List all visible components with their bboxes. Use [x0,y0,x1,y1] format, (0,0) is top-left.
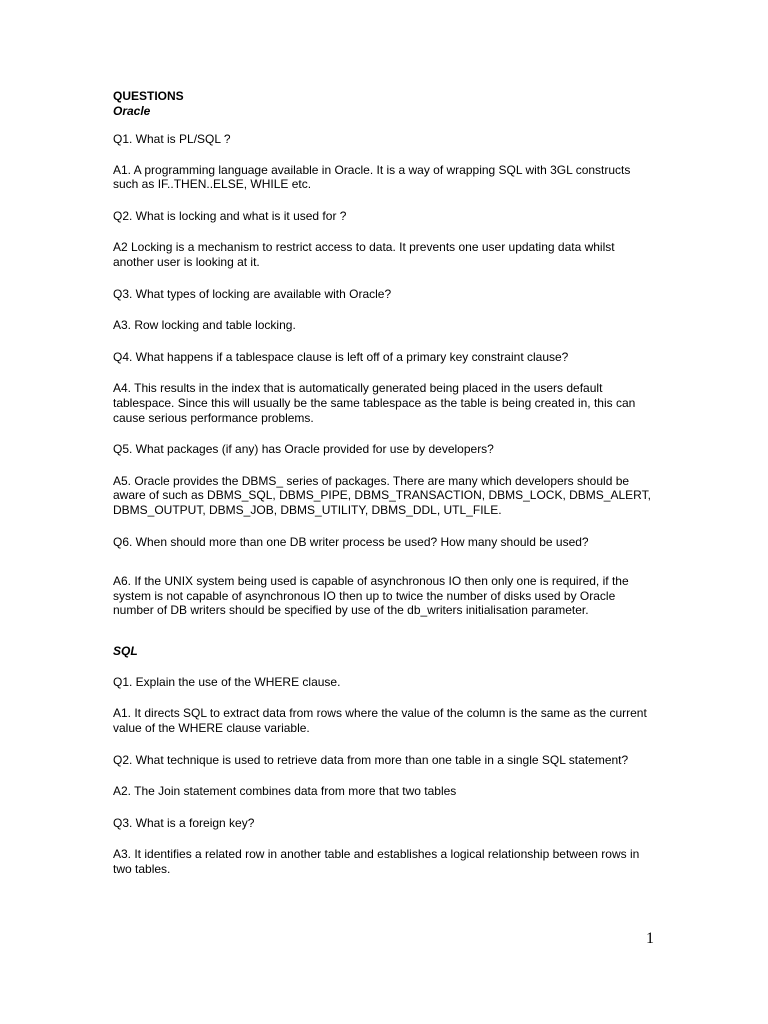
document-body [113,89,658,877]
question-oracle-q4: Q4. What happens if a tablespace clause is left off of a primary key constraint clause? [113,349,569,364]
answer-sql-a3: A3. It identifies a related row in another table and establishes a logical relationship between rows in two tables. [113,847,640,877]
section-heading-oracle: Oracle [113,104,151,118]
question-oracle-q1: Q1. What is PL/SQL ? [113,132,231,146]
question-oracle-q5: Q5. What packages (if any) has Oracle provided for use by developers? [113,442,494,457]
document-title: QUESTIONS [113,89,184,103]
question-sql-q2: Q2. What technique is used to retrieve data from more than one table in a single SQL statement? [113,752,629,767]
answer-oracle-a2: A2 Locking is a mechanism to restrict access to data. It prevents one user updating data whilst another user is looking at it. [113,240,615,269]
question-sql-q1: Q1. Explain the use of the WHERE clause. [113,674,341,689]
answer-oracle-a3: A3. Row locking and table locking. [113,318,296,333]
question-sql-q3: Q3. What is a foreign key? [113,815,255,830]
answer-oracle-a5: A5. Oracle provides the DBMS_ series of packages. There are many which developers should be aware of such as DBMS_SQL, DBMS_PIPE, DBMS_TRANSACTION, DBMS_LOCK, DBMS_ALERT, DBMS_OUTPUT, DBMS_JOB, DBMS_UTILITY, DBMS_DDL, UTL_FILE. [113,473,651,517]
answer-oracle-a1: A1. A programming language available in Oracle. It is a way of wrapping SQL with 3GL constructs such as IF..THEN..ELSE, WHILE etc. [113,162,631,192]
question-oracle-q2: Q2. What is locking and what is it used for ? [113,208,347,223]
answer-sql-a2: A2. The Join statement combines data from more that two tables [113,784,457,799]
answer-oracle-a4: A4. This results in the index that is automatically generated being placed in the users default tablespace. Since this will usually be the same tablespace as the table is being created in, this can cause serious performance problems. [113,381,636,425]
page-number: 1 [646,930,654,947]
answer-oracle-a6: A6. If the UNIX system being used is capable of asynchronous IO then only one is required, if the system is not capable of asynchronous IO then up to twice the number of disks used by Oracle number of DB writers should be specified by use of the db_writers initialisation parameter. [113,574,629,618]
answer-sql-a1: A1. It directs SQL to extract data from rows where the value of the column is the same as the current value of the WHERE clause variable. [113,706,647,736]
question-oracle-q6: Q6. When should more than one DB writer process be used? How many should be used? [113,534,589,549]
section-heading-sql: SQL [113,643,138,658]
question-oracle-q3: Q3. What types of locking are available with Oracle? [113,286,392,301]
